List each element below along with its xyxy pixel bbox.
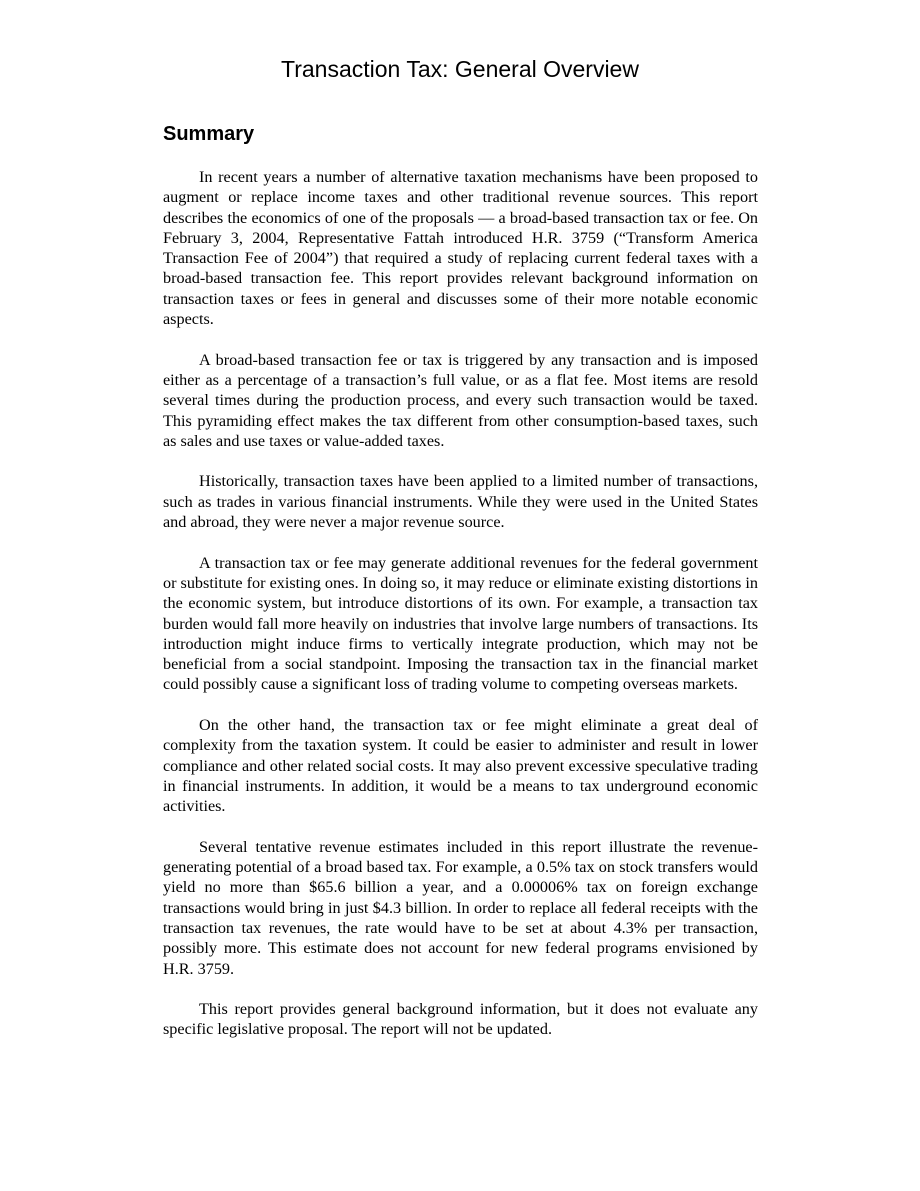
paragraph: On the other hand, the transaction tax or fee might eliminate a great deal of complexity from the taxation system. It could be easier to administer and result in lower compliance and other related social costs. It may also prevent excessive speculative trading in financial instruments. In addition, it would be a means to tax underground economic activities. bbox=[163, 716, 758, 816]
paragraph: In recent years a number of alternative taxation mechanisms have been proposed to augment or replace income taxes and other traditional revenue sources. This report describes the economics of one of the proposals — a broad-based transaction tax or fee. On February 3, 2004, Representative Fattah introduced H.R. 3759 (“Transform America Transaction Fee of 2004”) that required a study of replacing current federal taxes with a broad-based transaction fee. This report provides relevant background information on transaction taxes or fees in general and discusses some of their more notable economic aspects. bbox=[163, 168, 758, 329]
paragraph: A transaction tax or fee may generate additional revenues for the federal government or substitute for existing ones. In doing so, it may reduce or eliminate existing distortions in the economic system, but introduce distortions of its own. For example, a transaction tax burden would fall more heavily on industries that involve large numbers of transactions. Its introduction might induce firms to vertically integrate production, which may not be beneficial from a social standpoint. Imposing the transaction tax in the financial market could possibly cause a significant loss of trading volume to competing overseas markets. bbox=[163, 553, 758, 694]
paragraph: Historically, transaction taxes have been applied to a limited number of transactions, such as trades in various financial instruments. While they were used in the United States and abroad, they were never a major revenue source. bbox=[163, 472, 758, 532]
paragraph: A broad-based transaction fee or tax is triggered by any transaction and is imposed either as a percentage of a transaction’s full value, or as a flat fee. Most items are resold several times during the production process, and every such transaction would be taxed. This pyramiding effect makes the tax different from other consumption-based taxes, such as sales and use taxes or value-added taxes. bbox=[163, 350, 758, 450]
summary-body bbox=[163, 167, 758, 1060]
section-heading-summary: Summary bbox=[163, 123, 255, 145]
page-title: Transaction Tax: General Overview bbox=[281, 56, 639, 82]
paragraph: This report provides general background information, but it does not evaluate any specific legislative proposal. The report will not be updated. bbox=[163, 1000, 758, 1039]
paragraph: Several tentative revenue estimates included in this report illustrate the revenue-generating potential of a broad based tax. For example, a 0.5% tax on stock transfers would yield no more than $65.6 billion a year, and a 0.00006% tax on foreign exchange transactions would bring in just $4.3 billion. In order to replace all federal receipts with the transaction tax revenues, the rate would have to be set at about 4.3% per transaction, possibly more. This estimate does not account for new federal programs envisioned by H.R. 3759. bbox=[163, 837, 758, 978]
